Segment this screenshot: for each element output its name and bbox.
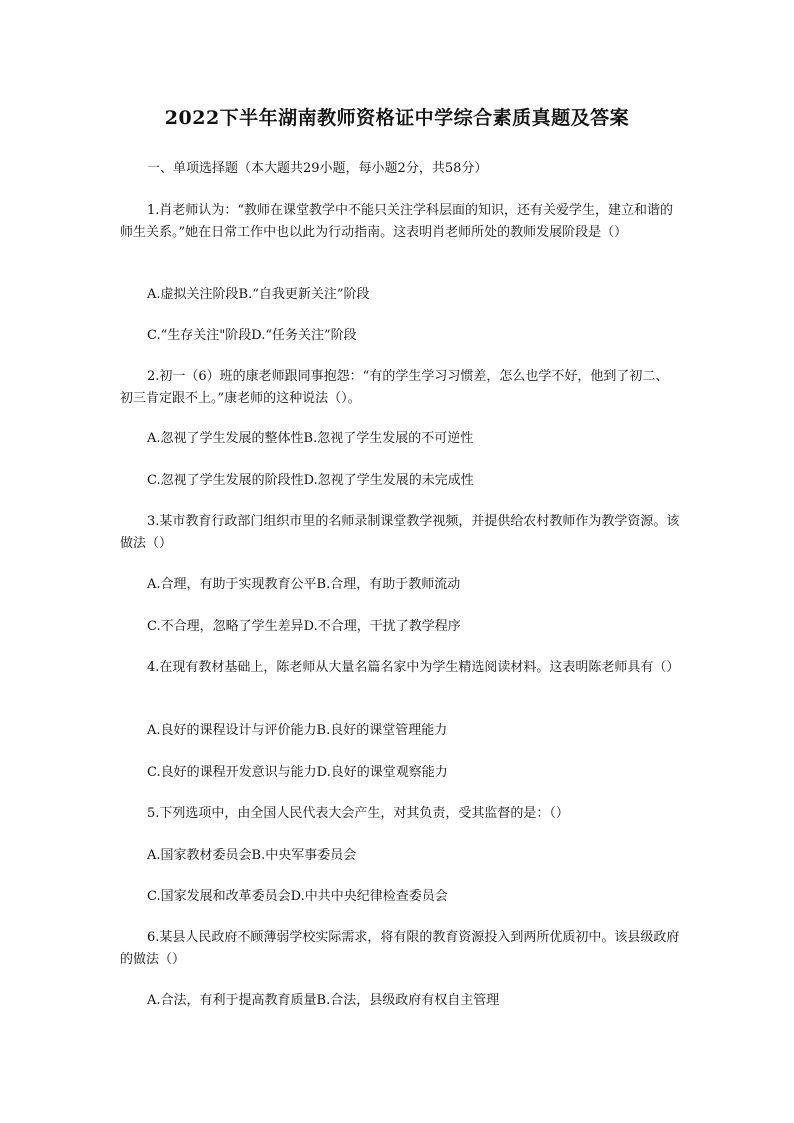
question-2-stem: 2.初一（6）班的康老师跟同事抱怨：“有的学生学习习惯差，怎么也学不好，他到了初二、初三肯定跟不上。”康老师的这种说法（）。 [120, 369, 669, 406]
question-3-options-cd: C.不合理，忽略了学生差异D.不合理，干扰了教学程序 [147, 619, 461, 634]
question-4-options-ab: A.良好的课程设计与评价能力B.良好的课堂管理能力 [147, 723, 448, 738]
question-5-options-ab: A.国家教材委员会B.中央军事委员会 [147, 848, 357, 863]
question-2-options-ab: A.忽视了学生发展的整体性B.忽视了学生发展的不可逆性 [147, 431, 474, 446]
question-5-stem: 5.下列选项中，由全国人民代表大会产生，对其负责，受其监督的是：（） [147, 806, 569, 821]
question-1-options-ab: A.虚拟关注阶段B.“自我更新关注”阶段 [147, 287, 370, 302]
question-5-options-cd: C.国家发展和改革委员会D.中共中央纪律检查委员会 [147, 889, 448, 904]
section-heading: 一、单项选择题（本大题共29小题，每小题2分，共58分） [147, 161, 488, 176]
question-6-options-ab: A.合法，有利于提高教育质量B.合法，县级政府有权自主管理 [147, 993, 500, 1008]
question-2-options-cd: C.忽视了学生发展的阶段性D.忽视了学生发展的未完成性 [147, 473, 474, 488]
question-4-options-cd: C.良好的课程开发意识与能力D.良好的课堂观察能力 [147, 765, 448, 780]
question-3-stem: 3.某市教育行政部门组织市里的名师录制课堂教学视频，并提供给农村教师作为教学资源。该做法（） [120, 514, 680, 551]
question-3-options-ab: A.合理，有助于实现教育公平B.合理，有助于教师流动 [147, 577, 461, 592]
document-title: 2022下半年湖南教师资格证中学综合素质真题及答案 [164, 107, 630, 129]
question-6-stem: 6.某县人民政府不顾薄弱学校实际需求，将有限的教育资源投入到两所优质初中。该县级政府的做法（） [120, 930, 680, 967]
question-1-options-cd: C.“生存关注"阶段D.“任务关注”阶段 [147, 328, 357, 343]
question-4-stem: 4.在现有教材基础上，陈老师从大量名篇名家中为学生精选阅读材料。这表明陈老师具有（） [147, 660, 680, 675]
question-1-stem: 1.肖老师认为：“教师在课堂教学中不能只关注学科层面的知识，还有关爱学生，建立和谐的师生关系。”她在日常工作中也以此为行动指南。这表明肖老师所处的教师发展阶段是（） [120, 203, 674, 240]
